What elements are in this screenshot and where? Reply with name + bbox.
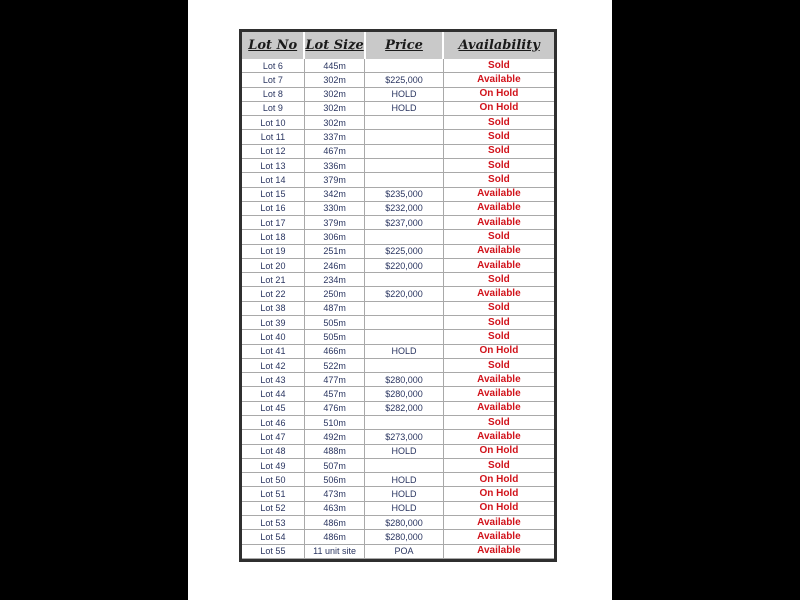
table-row bbox=[242, 273, 554, 287]
table-row bbox=[242, 387, 554, 401]
table-row bbox=[242, 501, 554, 515]
lot-size-cell: 445m bbox=[304, 59, 364, 73]
header-availability: Availability bbox=[443, 32, 554, 59]
table-row bbox=[242, 473, 554, 487]
lot-number-cell: Lot 19 bbox=[242, 244, 304, 258]
lot-number-cell: Lot 47 bbox=[242, 430, 304, 444]
availability-cell: Available bbox=[443, 216, 554, 230]
table-row bbox=[242, 258, 554, 272]
table-row bbox=[242, 544, 554, 558]
availability-cell: Available bbox=[443, 287, 554, 301]
availability-cell: On Hold bbox=[443, 473, 554, 487]
header-price: Price bbox=[365, 32, 444, 59]
lot-size-cell: 505m bbox=[304, 330, 364, 344]
availability-cell: On Hold bbox=[443, 501, 554, 515]
lot-size-cell: 306m bbox=[304, 230, 364, 244]
table-row bbox=[242, 344, 554, 358]
table-row bbox=[242, 373, 554, 387]
price-cell bbox=[365, 458, 444, 472]
price-cell: $220,000 bbox=[365, 287, 444, 301]
lot-size-cell: 506m bbox=[304, 473, 364, 487]
availability-cell: Sold bbox=[443, 301, 554, 315]
price-cell: $280,000 bbox=[365, 515, 444, 529]
price-cell bbox=[365, 316, 444, 330]
availability-cell: Sold bbox=[443, 144, 554, 158]
lot-size-cell: 492m bbox=[304, 430, 364, 444]
availability-cell: On Hold bbox=[443, 87, 554, 101]
lot-number-cell: Lot 43 bbox=[242, 373, 304, 387]
lot-size-cell: 302m bbox=[304, 73, 364, 87]
price-cell bbox=[365, 273, 444, 287]
lot-size-cell: 505m bbox=[304, 316, 364, 330]
availability-cell: Sold bbox=[443, 358, 554, 372]
table-body bbox=[242, 59, 554, 559]
lot-size-cell: 477m bbox=[304, 373, 364, 387]
availability-cell: Sold bbox=[443, 458, 554, 472]
lot-size-cell: 342m bbox=[304, 187, 364, 201]
table-row bbox=[242, 401, 554, 415]
lot-number-cell: Lot 6 bbox=[242, 59, 304, 73]
price-cell: $237,000 bbox=[365, 216, 444, 230]
lot-number-cell: Lot 38 bbox=[242, 301, 304, 315]
lot-size-cell: 251m bbox=[304, 244, 364, 258]
availability-cell: On Hold bbox=[443, 444, 554, 458]
lot-number-cell: Lot 16 bbox=[242, 201, 304, 215]
lot-number-cell: Lot 40 bbox=[242, 330, 304, 344]
lot-number-cell: Lot 14 bbox=[242, 173, 304, 187]
lot-number-cell: Lot 21 bbox=[242, 273, 304, 287]
table-row bbox=[242, 201, 554, 215]
table-row bbox=[242, 187, 554, 201]
table-row bbox=[242, 216, 554, 230]
availability-cell: Sold bbox=[443, 130, 554, 144]
availability-cell: Available bbox=[443, 515, 554, 529]
lot-number-cell: Lot 41 bbox=[242, 344, 304, 358]
table-row bbox=[242, 487, 554, 501]
lot-size-cell: 487m bbox=[304, 301, 364, 315]
price-cell: $225,000 bbox=[365, 244, 444, 258]
availability-cell: Available bbox=[443, 401, 554, 415]
header-lot-no: Lot No bbox=[242, 32, 304, 59]
availability-cell: Available bbox=[443, 244, 554, 258]
header-lot-size: Lot Size bbox=[304, 32, 364, 59]
price-cell: HOLD bbox=[365, 444, 444, 458]
table-row bbox=[242, 59, 554, 73]
lot-size-cell: 302m bbox=[304, 101, 364, 115]
table-row bbox=[242, 73, 554, 87]
table-row bbox=[242, 530, 554, 544]
price-cell: $225,000 bbox=[365, 73, 444, 87]
availability-cell: Sold bbox=[443, 116, 554, 130]
lot-size-cell: 246m bbox=[304, 258, 364, 272]
table-row bbox=[242, 158, 554, 172]
lot-number-cell: Lot 55 bbox=[242, 544, 304, 558]
lot-number-cell: Lot 39 bbox=[242, 316, 304, 330]
availability-cell: Sold bbox=[443, 158, 554, 172]
table-row bbox=[242, 230, 554, 244]
lot-size-cell: 457m bbox=[304, 387, 364, 401]
price-cell: $280,000 bbox=[365, 373, 444, 387]
price-cell bbox=[365, 230, 444, 244]
price-cell bbox=[365, 116, 444, 130]
table-row bbox=[242, 430, 554, 444]
lot-size-cell: 337m bbox=[304, 130, 364, 144]
availability-cell: Available bbox=[443, 387, 554, 401]
availability-cell: On Hold bbox=[443, 101, 554, 115]
lot-size-cell: 302m bbox=[304, 116, 364, 130]
availability-cell: Available bbox=[443, 187, 554, 201]
price-cell: $280,000 bbox=[365, 387, 444, 401]
price-cell bbox=[365, 358, 444, 372]
availability-cell: Sold bbox=[443, 273, 554, 287]
lot-number-cell: Lot 49 bbox=[242, 458, 304, 472]
price-cell: HOLD bbox=[365, 501, 444, 515]
price-cell: $282,000 bbox=[365, 401, 444, 415]
lot-size-cell: 488m bbox=[304, 444, 364, 458]
availability-cell: Sold bbox=[443, 416, 554, 430]
price-cell bbox=[365, 330, 444, 344]
lot-number-cell: Lot 11 bbox=[242, 130, 304, 144]
lot-number-cell: Lot 13 bbox=[242, 158, 304, 172]
lot-size-cell: 463m bbox=[304, 501, 364, 515]
price-cell: HOLD bbox=[365, 473, 444, 487]
table-row bbox=[242, 173, 554, 187]
lot-size-cell: 476m bbox=[304, 401, 364, 415]
lot-number-cell: Lot 53 bbox=[242, 515, 304, 529]
availability-cell: Available bbox=[443, 544, 554, 558]
availability-cell: Sold bbox=[443, 230, 554, 244]
price-cell: $220,000 bbox=[365, 258, 444, 272]
price-cell: POA bbox=[365, 544, 444, 558]
lot-size-cell: 507m bbox=[304, 458, 364, 472]
price-cell bbox=[365, 59, 444, 73]
table-row bbox=[242, 244, 554, 258]
price-cell bbox=[365, 416, 444, 430]
lot-size-cell: 234m bbox=[304, 273, 364, 287]
table-row bbox=[242, 116, 554, 130]
table-row bbox=[242, 330, 554, 344]
lot-number-cell: Lot 22 bbox=[242, 287, 304, 301]
availability-cell: Sold bbox=[443, 173, 554, 187]
availability-cell: Available bbox=[443, 430, 554, 444]
price-cell bbox=[365, 173, 444, 187]
lot-size-cell: 522m bbox=[304, 358, 364, 372]
lot-number-cell: Lot 50 bbox=[242, 473, 304, 487]
availability-cell: Available bbox=[443, 201, 554, 215]
lot-size-cell: 250m bbox=[304, 287, 364, 301]
table-row bbox=[242, 87, 554, 101]
lot-number-cell: Lot 45 bbox=[242, 401, 304, 415]
lot-number-cell: Lot 17 bbox=[242, 216, 304, 230]
availability-cell: On Hold bbox=[443, 344, 554, 358]
lot-size-cell: 336m bbox=[304, 158, 364, 172]
table-row bbox=[242, 130, 554, 144]
price-cell bbox=[365, 301, 444, 315]
lot-size-cell: 379m bbox=[304, 173, 364, 187]
price-cell bbox=[365, 158, 444, 172]
lot-size-cell: 302m bbox=[304, 87, 364, 101]
table-row bbox=[242, 416, 554, 430]
lot-number-cell: Lot 8 bbox=[242, 87, 304, 101]
lot-number-cell: Lot 48 bbox=[242, 444, 304, 458]
lot-table-frame bbox=[239, 29, 557, 562]
lot-number-cell: Lot 52 bbox=[242, 501, 304, 515]
price-cell: $232,000 bbox=[365, 201, 444, 215]
lot-size-cell: 510m bbox=[304, 416, 364, 430]
price-cell: HOLD bbox=[365, 87, 444, 101]
lot-availability-table bbox=[242, 32, 554, 559]
lot-size-cell: 486m bbox=[304, 515, 364, 529]
lot-size-cell: 11 unit site bbox=[304, 544, 364, 558]
lot-number-cell: Lot 42 bbox=[242, 358, 304, 372]
table-row bbox=[242, 301, 554, 315]
document-page bbox=[188, 0, 612, 600]
availability-cell: Sold bbox=[443, 316, 554, 330]
price-cell: $235,000 bbox=[365, 187, 444, 201]
table-row bbox=[242, 144, 554, 158]
lot-number-cell: Lot 18 bbox=[242, 230, 304, 244]
table-row bbox=[242, 515, 554, 529]
price-cell bbox=[365, 144, 444, 158]
lot-number-cell: Lot 9 bbox=[242, 101, 304, 115]
table-header-row bbox=[242, 32, 554, 59]
table-row bbox=[242, 287, 554, 301]
availability-cell: Sold bbox=[443, 59, 554, 73]
availability-cell: Available bbox=[443, 530, 554, 544]
price-cell: HOLD bbox=[365, 487, 444, 501]
lot-number-cell: Lot 12 bbox=[242, 144, 304, 158]
lot-size-cell: 486m bbox=[304, 530, 364, 544]
price-cell: $280,000 bbox=[365, 530, 444, 544]
availability-cell: On Hold bbox=[443, 487, 554, 501]
lot-size-cell: 330m bbox=[304, 201, 364, 215]
availability-cell: Available bbox=[443, 373, 554, 387]
lot-number-cell: Lot 51 bbox=[242, 487, 304, 501]
price-cell: HOLD bbox=[365, 101, 444, 115]
price-cell bbox=[365, 130, 444, 144]
table-row bbox=[242, 458, 554, 472]
lot-number-cell: Lot 46 bbox=[242, 416, 304, 430]
price-cell: HOLD bbox=[365, 344, 444, 358]
table-row bbox=[242, 101, 554, 115]
lot-size-cell: 473m bbox=[304, 487, 364, 501]
price-cell: $273,000 bbox=[365, 430, 444, 444]
availability-cell: Available bbox=[443, 73, 554, 87]
table-row bbox=[242, 358, 554, 372]
table-row bbox=[242, 444, 554, 458]
lot-number-cell: Lot 15 bbox=[242, 187, 304, 201]
lot-size-cell: 467m bbox=[304, 144, 364, 158]
lot-number-cell: Lot 44 bbox=[242, 387, 304, 401]
lot-number-cell: Lot 10 bbox=[242, 116, 304, 130]
lot-size-cell: 466m bbox=[304, 344, 364, 358]
lot-number-cell: Lot 54 bbox=[242, 530, 304, 544]
lot-size-cell: 379m bbox=[304, 216, 364, 230]
availability-cell: Sold bbox=[443, 330, 554, 344]
table-row bbox=[242, 316, 554, 330]
lot-number-cell: Lot 7 bbox=[242, 73, 304, 87]
availability-cell: Available bbox=[443, 258, 554, 272]
lot-number-cell: Lot 20 bbox=[242, 258, 304, 272]
